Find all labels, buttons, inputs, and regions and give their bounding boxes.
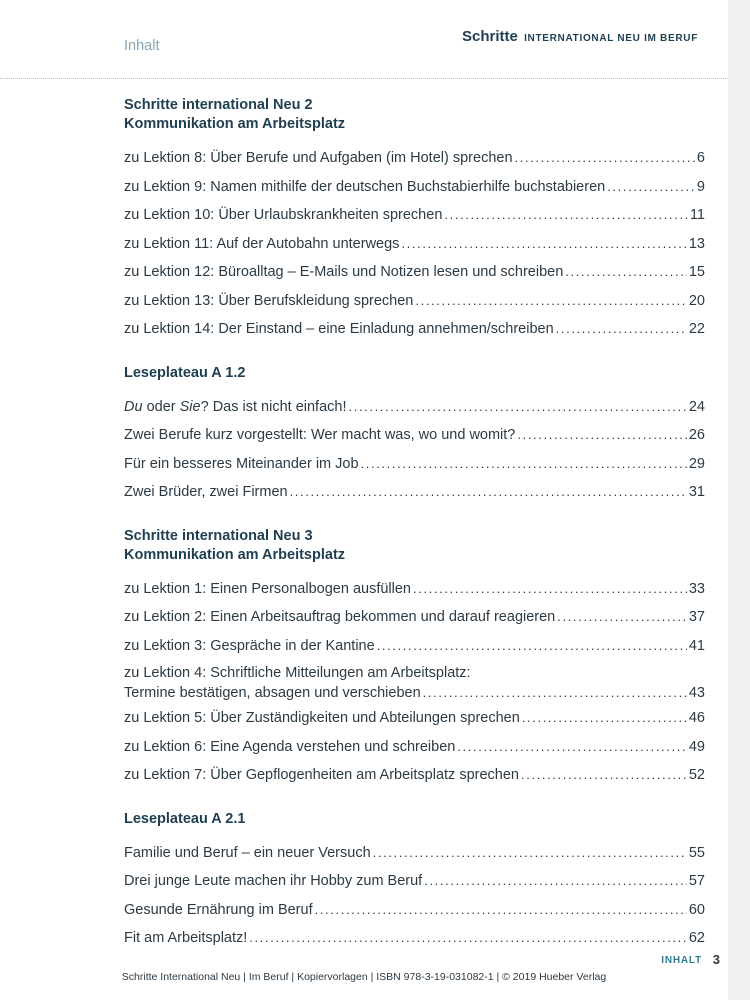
toc-entry-page: 55 (688, 844, 705, 861)
footer-imprint: Schritte International Neu | Im Beruf | Kopiervorlagen | ISBN 978-3-19-031082-1 | © 2019 Hueber Verlag (121, 971, 607, 983)
dot-leader (423, 682, 687, 704)
dot-leader (556, 315, 687, 344)
toc-entry-title: Fit am Arbeitsplatz! (124, 930, 248, 946)
toc-entry-page: 9 (696, 178, 705, 195)
toc-entry-text: oder (142, 398, 180, 415)
section-subtitle-line: Kommunikation am Arbeitsplatz (124, 116, 346, 132)
toc-entry-page: 41 (688, 637, 705, 654)
toc-entry (124, 315, 705, 344)
toc-list (124, 393, 705, 507)
toc-entry-page: 11 (689, 207, 705, 223)
toc-entry-title: Familie und Beruf – ein neuer Versuch (124, 844, 371, 861)
toc-entry-title: zu Lektion 5: Über Zuständigkeiten und Abteilungen sprechen (124, 710, 520, 726)
toc-entry (124, 393, 705, 422)
dot-leader (349, 393, 687, 422)
dot-leader (517, 421, 686, 450)
section-title-line: Schritte international Neu 2 (124, 97, 313, 113)
section-title-si-neu-2 (124, 96, 705, 134)
toc-entry-title: zu Lektion 3: Gespräche in der Kantine (124, 637, 375, 654)
toc-entry-title: zu Lektion 6: Eine Agenda verstehen und schreiben (124, 738, 456, 755)
toc-list (124, 575, 705, 790)
brand-name: Schritte (462, 28, 518, 45)
toc-entry-title: zu Lektion 4: Schriftliche Mitteilungen am Arbeitsplatz: (124, 665, 471, 681)
dot-leader (413, 575, 687, 604)
toc-entry-page: 43 (688, 685, 705, 701)
section-title-leseplateau-a21 (124, 810, 705, 829)
dot-leader (401, 230, 686, 259)
section-title-line: Leseplateau A 2.1 (124, 810, 246, 827)
dot-leader (249, 924, 687, 953)
dot-leader (377, 632, 687, 661)
toc-entry-title: Für ein besseres Miteinander im Job (124, 455, 359, 472)
toc-entry (124, 144, 705, 173)
toc-entry-title: Zwei Berufe kurz vorgestellt: Wer macht was, wo und womit? (124, 427, 516, 443)
header-divider (0, 78, 728, 79)
toc-entry-page: 33 (688, 580, 705, 597)
toc-entry-title: zu Lektion 9: Namen mithilfe der deutschen Buchstabierhilfe buchstabieren (124, 178, 606, 195)
toc-entry-title: Drei junge Leute machen ihr Hobby zum Beruf (124, 873, 423, 889)
toc-entry (124, 287, 705, 316)
toc-entry-text: ? Das ist nicht einfach! (200, 398, 347, 415)
toc-entry (124, 839, 705, 868)
toc-entry-title (124, 393, 347, 422)
toc-entry-line (124, 682, 705, 704)
toc-entry-title: zu Lektion 1: Einen Personalbogen ausfüllen (124, 580, 411, 597)
toc-entry (124, 173, 705, 202)
toc-entry (124, 201, 705, 230)
toc-entry-page: 49 (688, 738, 705, 755)
dot-leader (457, 733, 687, 762)
dot-leader (315, 896, 687, 925)
toc-entry (124, 450, 705, 479)
toc-entry-page: 22 (688, 321, 705, 337)
footer-section-label: INHALT (661, 955, 702, 966)
toc-entry-page: 46 (688, 710, 705, 726)
toc-entry-page: 52 (688, 767, 705, 783)
section-title-leseplateau-a12 (124, 364, 705, 383)
dot-leader (557, 603, 687, 632)
section-title-line: Schritte international Neu 3 (124, 527, 313, 544)
toc-entry (124, 761, 705, 790)
toc-entry-page: 26 (688, 427, 705, 443)
dot-leader (424, 867, 687, 896)
dot-leader (522, 704, 687, 733)
toc-entry-page: 60 (688, 901, 705, 918)
toc-entry-title: zu Lektion 13: Über Berufskleidung sprechen (124, 292, 414, 309)
header-section-label: Inhalt (124, 38, 160, 54)
toc-entry-title: zu Lektion 14: Der Einstand – eine Einladung annehmen/schreiben (124, 321, 554, 337)
toc-entry (124, 421, 705, 450)
toc-list (124, 144, 705, 344)
toc-entry-page: 29 (688, 455, 705, 472)
toc-entry-title: zu Lektion 7: Über Gepflogenheiten am Arbeitsplatz sprechen (124, 767, 519, 783)
toc-list (124, 839, 705, 953)
dot-leader (361, 450, 687, 479)
toc-entry-page: 6 (696, 150, 705, 166)
toc-entry-title: zu Lektion 2: Einen Arbeitsauftrag bekommen und darauf reagieren (124, 609, 556, 625)
toc-entry (124, 575, 705, 604)
toc-entry-title: zu Lektion 11: Auf der Autobahn unterwegs (124, 235, 400, 252)
toc-entry-page: 62 (688, 930, 705, 946)
table-of-contents (124, 96, 705, 953)
italic-word: Sie (179, 398, 201, 415)
dot-leader (565, 258, 687, 287)
toc-entry (124, 478, 705, 507)
toc-entry-page: 31 (688, 484, 705, 500)
toc-entry (124, 603, 705, 632)
section-title-si-neu-3 (124, 527, 705, 565)
toc-entry-title-cont: Termine bestätigen, absagen und verschieben (124, 685, 421, 701)
italic-word: Du (124, 398, 143, 415)
page-number: 3 (712, 952, 720, 967)
dot-leader (515, 144, 695, 173)
dot-leader (521, 761, 687, 790)
dot-leader (290, 478, 687, 507)
dot-leader (373, 839, 687, 868)
dot-leader (444, 201, 688, 230)
toc-entry-page: 24 (688, 398, 705, 415)
toc-entry-title: zu Lektion 8: Über Berufe und Aufgaben (im Hotel) sprechen (124, 150, 513, 166)
toc-entry-title: Gesunde Ernährung im Beruf (124, 901, 313, 918)
toc-entry (124, 258, 705, 287)
toc-entry (124, 867, 705, 896)
brand-subtitle: INTERNATIONAL NEU IM BERUF (524, 33, 698, 44)
header-brand (462, 28, 698, 45)
toc-entry (124, 230, 705, 259)
toc-entry-page: 37 (688, 609, 705, 625)
toc-entry-page: 15 (688, 264, 705, 280)
toc-entry (124, 704, 705, 733)
toc-entry (124, 924, 705, 953)
dot-leader (415, 287, 686, 316)
toc-entry-title: Zwei Brüder, zwei Firmen (124, 484, 288, 500)
toc-entry (124, 733, 705, 762)
toc-entry-title: zu Lektion 12: Büroalltag – E-Mails und Notizen lesen und schreiben (124, 264, 564, 280)
toc-entry (124, 660, 705, 704)
toc-entry-page: 20 (688, 292, 705, 309)
toc-entry-title: zu Lektion 10: Über Urlaubskrankheiten sprechen (124, 207, 443, 223)
toc-entry-page: 57 (688, 873, 705, 889)
dot-leader (607, 173, 695, 202)
section-title-line: Leseplateau A 1.2 (124, 364, 246, 381)
toc-entry (124, 632, 705, 661)
toc-entry (124, 896, 705, 925)
page-edge-strip (728, 0, 750, 1000)
section-subtitle-line: Kommunikation am Arbeitsplatz (124, 546, 346, 563)
toc-entry-page: 13 (688, 235, 705, 252)
